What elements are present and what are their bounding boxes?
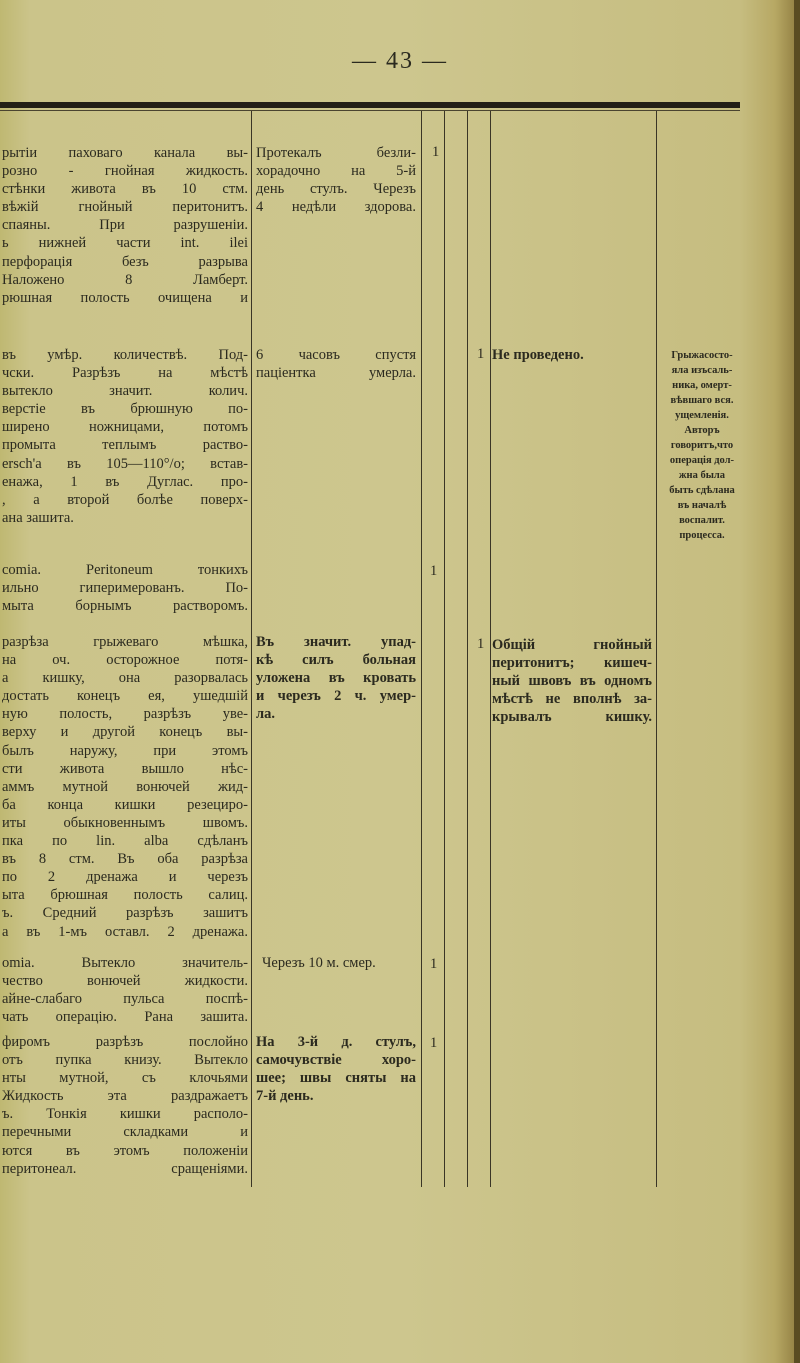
text-line: въ началѣ [677,500,727,511]
text-line: промыта теплымъ раство- [2,437,248,454]
text-line: Общiй гнойный [492,637,652,653]
row-1-recovered: 1 [432,144,440,160]
text-line: ильно гиперимерованъ. По- [2,580,248,597]
column-divider [444,111,445,1187]
text-line: въ 8 стм. Въ оба разрѣза [2,851,248,868]
text-line: вѣвшаго вся. [670,395,734,406]
text-line: крывалъ кишку. [492,709,652,726]
text-line: стѣнки живота въ 10 стм. [2,181,248,198]
text-line: ются въ этомъ положенiи [2,1142,248,1159]
text-line: верху и другой конецъ вы- [2,724,248,741]
column-divider [656,111,657,1187]
text-line: верстiе въ брюшную по- [2,401,248,418]
text-line: Грыжасосто- [671,350,733,361]
text-line: на оч. осторожное потя- [2,652,248,669]
table-top-thin-rule [0,110,740,111]
text-line: пацiентка умерла. [256,365,416,382]
row-5-description [2,954,248,1026]
text-line: перфорацiя безъ разрыва [2,253,248,270]
text-line: перечными складками и [2,1124,248,1141]
row-4-description [2,633,248,941]
text-line: ный швовъ въ одномъ [492,673,652,690]
text-line: быть сдѣлана [669,485,735,496]
text-line: ную полость, разрѣзъ уве- [2,706,248,723]
page-edge-shadow [794,0,800,1363]
text-line: чски. Разрѣзъ на мѣстѣ [2,365,248,382]
row-4-cause [492,636,652,726]
text-line: уложена въ кровать [256,670,416,687]
page-number: — 43 — [352,48,448,74]
text-line: Не проведено. [492,347,584,363]
text-line: На 3-й д. стулъ, [256,1034,416,1050]
column-divider [490,111,491,1187]
text-line: ersch'а въ 105—110°/о; встав- [2,455,248,472]
text-line: вытекло значит. колич. [2,383,248,400]
row-1-course [256,144,416,216]
text-line: шее; швы сняты на [256,1070,416,1087]
text-line: ь нижней части int. ilei [2,235,248,252]
text-line: пка по lin. alba сдѣланъ [2,833,248,850]
text-line: сти живота вышло нѣс- [2,760,248,777]
text-line: фиромъ разрѣзъ послойно [2,1034,248,1050]
text-line: ла. [256,706,276,723]
row-2-note [659,348,745,543]
text-line: спаяны. При разрушенiи. [2,217,248,234]
text-line: Жидкость эта раздражаетъ [2,1088,248,1105]
text-line: былъ наружу, при этомъ [2,742,248,759]
column-divider [421,111,422,1187]
text-line: Черезъ 10 м. смер. [262,955,376,971]
text-line: , а второй болѣе поверх- [2,491,248,508]
row-5-recovered: 1 [430,956,438,972]
row-1-description [2,144,248,307]
text-line: и черезъ 2 ч. умер- [256,688,416,705]
text-line: а въ 1-мъ оставл. 2 дренажа. [2,923,248,940]
text-line: перитонитъ; кишеч- [492,655,652,672]
text-line: а кишку, она разорвалась [2,670,248,687]
text-line: операцiя дол- [669,455,735,466]
text-line: ника, омерт- [672,380,732,391]
text-line: рытiи паховаго канала вы- [2,145,248,161]
text-line: говоритъ,что [670,440,734,451]
row-4-course [256,633,416,723]
row-5-course [256,954,422,972]
text-line: ущемленiя. [675,410,729,421]
text-line: ба конца кишки резециро- [2,796,248,813]
text-line: нты мутной, съ клочьями [2,1070,248,1087]
table-top-rule [0,102,740,108]
text-line: по 2 дренажа и черезъ [2,869,248,886]
column-divider [251,111,252,1187]
text-line: Авторъ [684,425,720,436]
row-2-cause [492,346,652,364]
text-line: comia. Peritoneum тонкихъ [2,562,248,578]
text-line: енажа, 1 въ Дуглас. про- [2,473,248,490]
text-line: мѣстѣ не вполнѣ за- [492,691,652,708]
text-line: чать операцiю. Рана зашита. [2,1009,248,1026]
row-3-recovered: 1 [430,563,438,579]
text-line: ыта брюшная полость салиц. [2,887,248,904]
text-line: Протекалъ безли- [256,145,416,161]
text-line: воспалит. [679,515,725,526]
row-3-description [2,561,248,615]
text-line: розно - гнойная жидкость. [2,163,248,180]
row-4-died: 1 [477,636,485,652]
row-6-recovered: 1 [430,1035,438,1051]
row-2-course [256,346,416,382]
text-line: процесса. [679,530,725,541]
row-2-description [2,346,248,527]
text-line: чество вонючей жидкости. [2,973,248,990]
row-2-died: 1 [477,346,485,362]
text-line: Въ значит. упад- [256,634,416,650]
text-line: перитонеал. сращенiями. [2,1160,248,1177]
text-line: отъ пупка книзу. Вытекло [2,1052,248,1069]
text-line: 7-й день. [256,1088,314,1105]
text-line: яла изъсаль- [671,365,733,376]
column-divider [467,111,468,1187]
text-line: Наложено 8 Ламберт. [2,271,248,288]
text-line: вѣжiй гнойный перитонитъ. [2,199,248,216]
text-line: кѣ силъ больная [256,652,416,669]
text-line: ъ. Тонкiя кишки располо- [2,1106,248,1123]
text-line: хорадочно на 5-й [256,163,416,180]
text-line: ширено ножницами, потомъ [2,419,248,436]
text-line: рюшная полость очищена и [2,289,248,306]
text-line: 6 часовъ спустя [256,347,416,363]
text-line: аммъ мутной вонючей жид- [2,778,248,795]
row-6-course [256,1033,416,1105]
text-line: иты обыкновеннымъ швомъ. [2,814,248,831]
text-line: достать конецъ ея, ушедшiй [2,688,248,705]
text-line: мыта борнымъ растворомъ. [2,598,248,615]
text-line: айне-слабаго пульса поспѣ- [2,991,248,1008]
text-line: день стулъ. Черезъ [256,181,416,198]
text-line: въ умѣр. количествѣ. Под- [2,347,248,363]
text-line: разрѣза грыжеваго мѣшка, [2,634,248,650]
row-6-description [2,1033,248,1178]
text-line: omia. Вытекло значитель- [2,955,248,971]
text-line: жна была [678,470,726,481]
text-line: 4 недѣли здорова. [256,199,416,216]
text-line: самочувствiе хоро- [256,1052,416,1069]
text-line: ана зашита. [2,509,74,526]
text-line: ъ. Средний разрѣзъ зашитъ [2,905,248,922]
